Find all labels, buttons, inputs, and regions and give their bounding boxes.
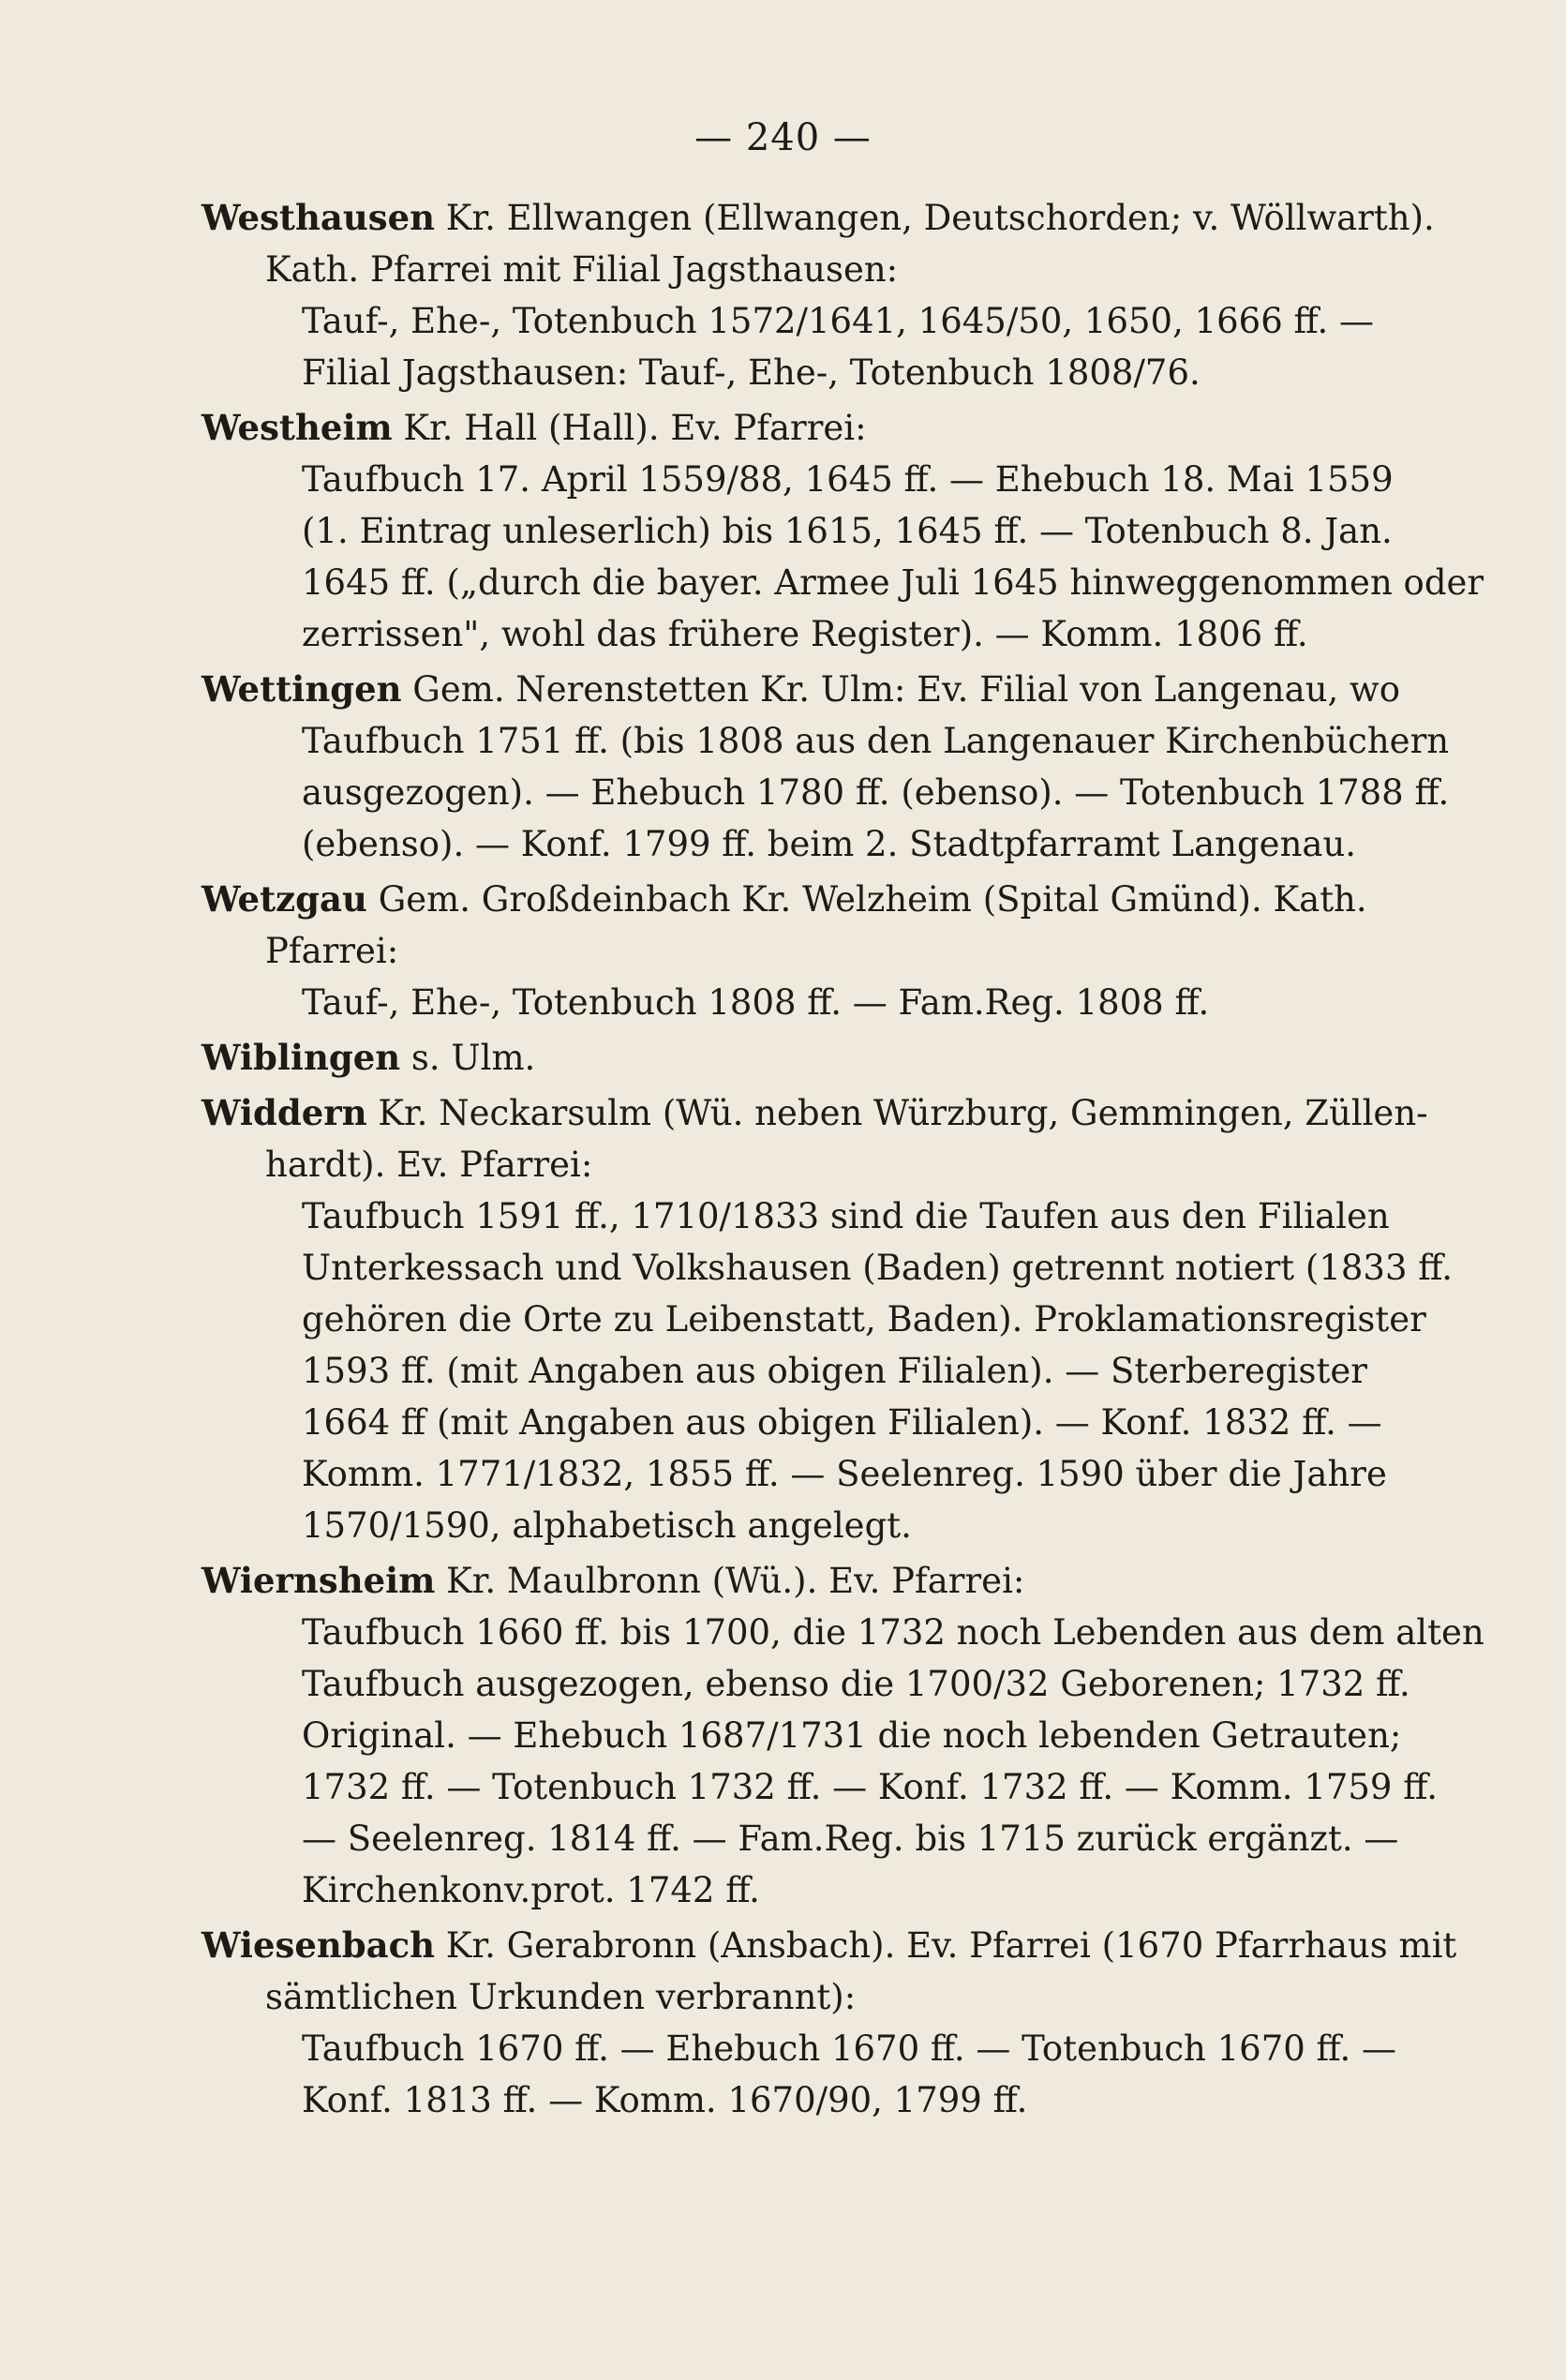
entry-line [0, 1242, 1566, 1294]
entry-line [0, 1500, 1566, 1551]
entry-place-name: Wiernsheim [201, 1560, 436, 1601]
entry-line [0, 925, 1566, 977]
entry-line [0, 2074, 1566, 2126]
entry-line [0, 244, 1566, 295]
entry-line [0, 1658, 1566, 1710]
entry-list [0, 192, 1566, 2130]
entry-text: Taufbuch 1670 ff. — Ehebuch 1670 ff. — Totenbuch 1670 ff. — [302, 2028, 1397, 2069]
entry-text: Pfarrei: [265, 931, 399, 971]
entry-text: Taufbuch 17. April 1559/88, 1645 ff. — Ehebuch 18. Mai 1559 [302, 459, 1394, 500]
entry-line [0, 1139, 1566, 1190]
entry-line [0, 505, 1566, 557]
entry-text: s. Ulm. [400, 1038, 536, 1078]
entry-place-name: Widdern [201, 1092, 367, 1133]
entry-text: Unterkessach und Volkshausen (Baden) getrennt notiert (1833 ff. [302, 1248, 1453, 1288]
entry-text: sämtlichen Urkunden verbrannt): [265, 1977, 857, 2017]
entry-place-name: Wiblingen [201, 1037, 401, 1078]
entry-line [0, 192, 1566, 244]
entry-text: 1664 ff (mit Angaben aus obigen Filialen). — Konf. 1832 ff. — [302, 1402, 1382, 1443]
entry-line [0, 1397, 1566, 1448]
entry-line [0, 1032, 1566, 1084]
entry-text: Kr. Hall (Hall). Ev. Pfarrei: [392, 408, 867, 448]
entry-line [0, 347, 1566, 398]
register-entry [0, 1032, 1566, 1084]
entry-line [0, 1607, 1566, 1658]
entry-text: Kr. Gerabronn (Ansbach). Ev. Pfarrei (1670 Pfarrhaus mit [435, 1925, 1457, 1966]
entry-line [0, 1294, 1566, 1345]
entry-line [0, 818, 1566, 870]
entry-line [0, 767, 1566, 818]
entry-text: Kath. Pfarrei mit Filial Jagsthausen: [265, 249, 899, 290]
entry-line [0, 1813, 1566, 1864]
entry-text: Taufbuch 1751 ff. (bis 1808 aus den Langenauer Kirchenbüchern [302, 721, 1450, 761]
entry-place-name: Wiesenbach [201, 1924, 436, 1966]
entry-text: (ebenso). — Konf. 1799 ff. beim 2. Stadtpfarramt Langenau. [302, 824, 1357, 864]
entry-text: (1. Eintrag unleserlich) bis 1615, 1645 ff. — Totenbuch 8. Jan. [302, 511, 1393, 551]
entry-text: Gem. Großdeinbach Kr. Welzheim (Spital Gmünd). Kath. [366, 879, 1367, 920]
entry-line [0, 2023, 1566, 2074]
entry-line [0, 1555, 1566, 1607]
entry-line [0, 1920, 1566, 1971]
entry-line [0, 1190, 1566, 1242]
entry-line [0, 1345, 1566, 1397]
entry-place-name: Wettingen [201, 668, 402, 710]
entry-line [0, 874, 1566, 925]
entry-text: Taufbuch 1660 ff. bis 1700, die 1732 noch Lebenden aus dem alten [302, 1612, 1484, 1653]
entry-line [0, 1864, 1566, 1916]
entry-text: gehören die Orte zu Leibenstatt, Baden). Proklamationsregister [302, 1299, 1426, 1340]
entry-line [0, 1710, 1566, 1761]
entry-text: Kr. Ellwangen (Ellwangen, Deutschorden; v. Wöllwarth). [435, 198, 1435, 238]
entry-text: hardt). Ev. Pfarrei: [265, 1145, 593, 1185]
entry-text: Taufbuch ausgezogen, ebenso die 1700/32 Geborenen; 1732 ff. [302, 1664, 1410, 1704]
register-entry [0, 1555, 1566, 1916]
entry-line [0, 608, 1566, 660]
entry-text: 1645 ff. („durch die bayer. Armee Juli 1645 hinweggenommen oder [302, 562, 1484, 603]
entry-text: zerrissen", wohl das frühere Register). — Komm. 1806 ff. [302, 614, 1308, 654]
entry-text: 1570/1590, alphabetisch angelegt. [302, 1505, 912, 1546]
entry-line [0, 295, 1566, 347]
register-entry [0, 1920, 1566, 2126]
entry-text: Gem. Nerenstetten Kr. Ulm: Ev. Filial von Langenau, wo [401, 669, 1400, 710]
entry-line [0, 402, 1566, 454]
entry-text: Filial Jagsthausen: Tauf-, Ehe-, Totenbuch 1808/76. [302, 352, 1201, 393]
register-entry [0, 402, 1566, 660]
page-number: — 240 — [694, 116, 872, 159]
entry-text: 1593 ff. (mit Angaben aus obigen Filialen). — Sterberegister [302, 1351, 1367, 1391]
entry-line [0, 715, 1566, 767]
entry-text: Kr. Neckarsulm (Wü. neben Würzburg, Gemmingen, Züllen- [366, 1093, 1428, 1133]
register-entry [0, 664, 1566, 870]
entry-place-name: Wetzgau [201, 878, 367, 920]
entry-text: Original. — Ehebuch 1687/1731 die noch lebenden Getrauten; [302, 1715, 1402, 1756]
entry-line [0, 557, 1566, 608]
entry-text: ausgezogen). — Ehebuch 1780 ff. (ebenso). — Totenbuch 1788 ff. [302, 772, 1450, 813]
entry-text: Kirchenkonv.prot. 1742 ff. [302, 1870, 760, 1910]
entry-line [0, 977, 1566, 1028]
entry-text: Konf. 1813 ff. — Komm. 1670/90, 1799 ff. [302, 2080, 1028, 2120]
entry-text: Taufbuch 1591 ff., 1710/1833 sind die Taufen aus den Filialen [302, 1196, 1390, 1236]
register-entry [0, 1087, 1566, 1551]
entry-text: Kr. Maulbronn (Wü.). Ev. Pfarrei: [435, 1561, 1025, 1601]
entry-text: 1732 ff. — Totenbuch 1732 ff. — Konf. 1732 ff. — Komm. 1759 ff. [302, 1767, 1438, 1807]
entry-place-name: Westheim [201, 407, 393, 448]
entry-line [0, 1448, 1566, 1500]
entry-line [0, 664, 1566, 715]
register-entry [0, 192, 1566, 398]
register-entry [0, 874, 1566, 1028]
entry-place-name: Westhausen [201, 197, 436, 238]
entry-text: Komm. 1771/1832, 1855 ff. — Seelenreg. 1590 über die Jahre [302, 1454, 1387, 1494]
entry-line [0, 1971, 1566, 2023]
entry-line [0, 454, 1566, 505]
entry-text: — Seelenreg. 1814 ff. — Fam.Reg. bis 1715 zurück ergänzt. — [302, 1819, 1399, 1859]
entry-line [0, 1087, 1566, 1139]
entry-line [0, 1761, 1566, 1813]
entry-text: Tauf-, Ehe-, Totenbuch 1808 ff. — Fam.Reg. 1808 ff. [302, 982, 1210, 1023]
entry-text: Tauf-, Ehe-, Totenbuch 1572/1641, 1645/50, 1650, 1666 ff. — [302, 301, 1375, 341]
